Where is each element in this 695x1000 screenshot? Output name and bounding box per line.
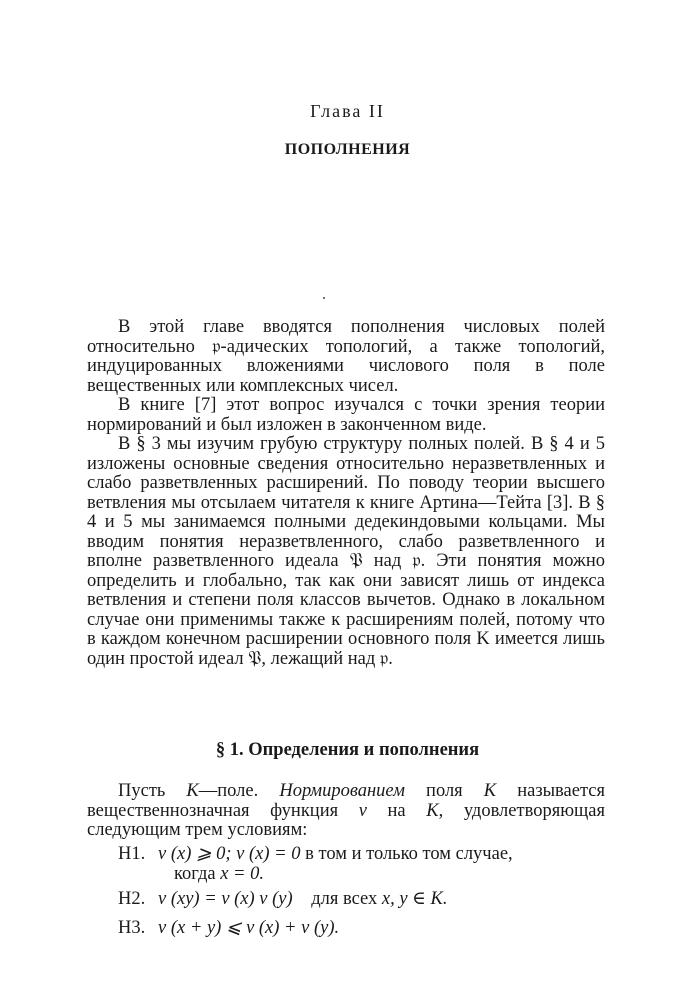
print-speck — [323, 297, 325, 299]
condition-body — [158, 890, 605, 910]
definition-text: , удовлетворяющая следующим трем условиям: — [87, 800, 605, 840]
math-symbol: K — [426, 800, 439, 821]
valuation-definition — [87, 782, 605, 841]
condition-continuation — [158, 865, 605, 885]
intro-paragraph: В этой главе вводятся пополнения числовых полей относительно 𝔭-адических топологий, а также топологий, индуцированных вложениями числового поля в поле вещественных или комплексных чисел. — [87, 317, 605, 396]
definition-text: Пусть — [118, 781, 187, 801]
math-symbol: K — [186, 781, 199, 801]
condition-label: H3. — [118, 917, 146, 938]
condition-formula: v (xy) = v (x) v (y) — [158, 889, 293, 909]
condition-formula: x, y ∈ K. — [381, 889, 448, 909]
section-title: § 1. Определения и пополнения — [215, 740, 480, 760]
condition-body — [158, 919, 605, 939]
valuation-conditions — [118, 845, 605, 938]
chapter-title: ПОПОЛНЕНИЯ — [284, 141, 411, 158]
condition-label: H1. — [118, 844, 146, 864]
intro-text — [87, 318, 605, 669]
condition-formula: v (x + y) ⩽ v (x) + v (y). — [158, 917, 340, 938]
condition-text: когда — [174, 863, 221, 884]
intro-paragraph: В книге [7] этот вопрос изучался с точки зрения теории нормирований и был изложен в законченном виде. — [87, 395, 605, 435]
condition-text: для всех — [292, 889, 382, 909]
definition-text: —поле. — [198, 781, 280, 801]
condition-h1 — [118, 845, 605, 884]
condition-text: в том и только том случае, — [300, 844, 513, 864]
definition-text: называется вещественнозначная функция — [87, 781, 605, 821]
definition-text: поля — [404, 781, 484, 801]
definition-text: на — [366, 800, 427, 821]
condition-formula: x = 0. — [220, 863, 265, 884]
math-symbol: K — [483, 781, 497, 801]
condition-h3 — [118, 919, 605, 939]
condition-label: H2. — [118, 889, 146, 909]
defined-term: Нормированием — [279, 781, 405, 801]
intro-paragraph: В § 3 мы изучим грубую структуру полных полей. В § 4 и 5 изложены основные сведения относительно неразветвленных и слабо разветвленных расширений. По поводу теории высшего ветвления мы отсылаем читателя к книге Артина—Тейта [3]. В § 4 и 5 мы занимаемся полными дедекиндовыми кольцами. Мы вводим понятия неразветвленного, слабо разветвленного и вполне разветвленного идеала 𝔓 над 𝔭. Эти понятия можно определить и глобально, так как они зависят лишь от индекса ветвления и степени поля классов вычетов. Однако в локальном случае они применимы также к расширениям полей, потому что в каждом конечном расширении основного поля K имеется лишь один простой идеал 𝔓, лежащий над 𝔭. — [87, 434, 605, 669]
math-symbol: v — [358, 800, 367, 821]
condition-h2 — [118, 890, 605, 910]
condition-body — [158, 845, 605, 884]
chapter-label: Глава II — [310, 101, 385, 121]
condition-formula: v (x) ⩾ 0; v (x) = 0 — [158, 844, 301, 864]
definition-paragraph — [87, 782, 605, 841]
